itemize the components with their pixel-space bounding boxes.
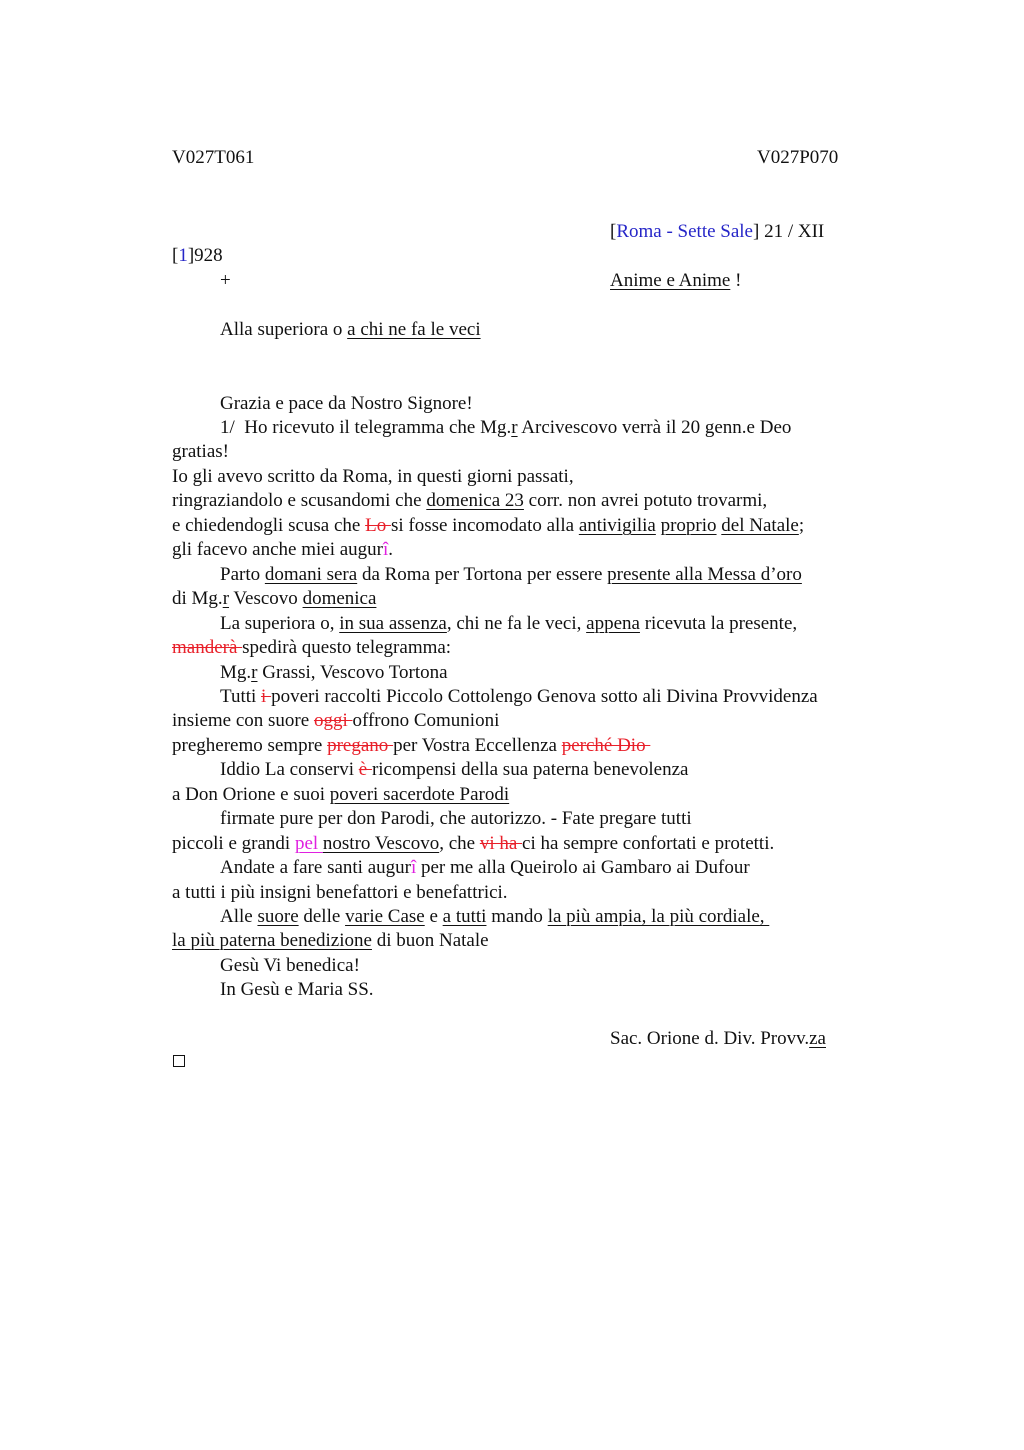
body-line-11 — [220, 661, 448, 685]
underlined-text: r — [251, 662, 258, 683]
body-line-3: Io gli avevo scritto da Roma, in questi giorni passati, — [172, 466, 574, 487]
body-line-23: Gesù Vi benedica! — [220, 955, 360, 976]
year-rest: ]928 — [187, 245, 223, 266]
text: piccoli e grandi — [172, 833, 295, 854]
address-line — [220, 318, 481, 342]
cross-symbol: + — [220, 270, 231, 291]
added-text: pel — [294, 833, 323, 854]
text: ricompensi della sua paterna benevolenza — [371, 759, 689, 780]
underlined-text: za — [809, 1028, 826, 1049]
text: poveri raccolti Piccolo Cottolengo Genova sotto ali Divina Provvidenza — [271, 686, 818, 707]
underlined-text: a tutti — [442, 906, 487, 927]
underlined-text: r — [511, 417, 518, 438]
year-digit: 1 — [178, 245, 188, 266]
underlined-text: suore — [257, 906, 299, 927]
text: ricevuta la presente, — [639, 613, 798, 634]
bracket: [ — [610, 221, 617, 242]
end-box-icon — [173, 1055, 185, 1067]
body-line-12 — [220, 685, 818, 709]
greeting: Grazia e pace da Nostro Signore! — [220, 393, 473, 414]
deleted-text: i — [261, 686, 272, 707]
signature — [610, 1027, 826, 1051]
text: di buon Natale — [371, 930, 489, 951]
underlined-text: domani sera — [264, 564, 358, 585]
underlined-text: a chi ne fa le veci — [347, 319, 481, 340]
body-line-2: gratias! — [172, 441, 229, 462]
underlined-text: domenica 23 — [426, 490, 524, 511]
deleted-text: perché Dio — [561, 735, 651, 756]
text: mando — [486, 906, 548, 927]
deleted-text: pregano — [327, 735, 394, 756]
added-text: î — [383, 539, 389, 560]
text: La superiora o, — [220, 613, 340, 634]
underlined-text: proprio — [660, 515, 717, 536]
text: gli facevo anche miei augur — [172, 539, 384, 560]
underlined-text: presente alla Messa d’oro — [607, 564, 802, 585]
document-code-left: V027T061 — [172, 147, 255, 168]
motto — [610, 269, 741, 293]
deleted-text: vi ha — [479, 833, 523, 854]
body-line-16 — [172, 783, 509, 807]
text: Andate a fare santi augur — [220, 857, 411, 878]
body-line-4 — [172, 489, 767, 513]
text: ringraziandolo e scusandomi che — [172, 490, 427, 511]
text: per me alla Queirolo ai Gambaro ai Dufour — [416, 857, 750, 878]
text: si fosse incomodato alla — [390, 515, 579, 536]
text: ci ha sempre confortati e protetti. — [522, 833, 775, 854]
deleted-text: manderà — [172, 637, 243, 658]
body-line-17: firmate pure per don Parodi, che autorizzo. - Fate pregare tutti — [220, 808, 692, 829]
text: di Mg. — [172, 588, 223, 609]
motto-text: Anime e Anime — [610, 270, 731, 291]
underlined-text: nostro Vescovo — [322, 833, 440, 854]
text: insieme con suore — [172, 710, 314, 731]
text: e — [424, 906, 443, 927]
text: 1/ Ho ricevuto il telegramma che Mg. — [220, 417, 512, 438]
text: corr. non avrei potuto trovarmi, — [523, 490, 768, 511]
body-line-10 — [172, 636, 451, 660]
underlined-text: poveri sacerdote Parodi — [329, 784, 510, 805]
underlined-text: la più ampia, la più cordiale, — [547, 906, 770, 927]
body-line-14 — [172, 734, 650, 758]
text: ; — [798, 515, 805, 536]
text: Tutti — [220, 686, 262, 707]
deleted-text: Lo — [365, 515, 391, 536]
text: Parto — [220, 564, 265, 585]
text: Arcivescovo verrà il 20 genn.e Deo — [517, 417, 792, 438]
added-text: î — [410, 857, 417, 878]
date: ] 21 / XII — [753, 221, 825, 242]
body-line-13 — [172, 709, 499, 733]
underlined-text: in sua assenza — [339, 613, 447, 634]
body-line-15 — [220, 758, 688, 782]
text: da Roma per Tortona per essere — [357, 564, 608, 585]
body-line-7 — [220, 563, 802, 587]
body-line-22 — [172, 929, 489, 953]
body-line-5 — [172, 514, 804, 538]
underlined-text: la più paterna benedizione — [172, 930, 372, 951]
place-name: Roma - Sette Sale — [616, 221, 753, 242]
text: offrono Comunioni — [352, 710, 500, 731]
underlined-text: varie Case — [345, 906, 425, 927]
body-line-21 — [220, 905, 769, 929]
underlined-text: appena — [586, 613, 640, 634]
body-line-8 — [172, 587, 376, 611]
text: Grassi, Vescovo Tortona — [257, 662, 448, 683]
year-line — [172, 244, 223, 268]
body-line-1 — [220, 416, 791, 440]
bracket: [ — [172, 245, 179, 266]
motto-mark: ! — [730, 270, 742, 291]
body-line-18 — [172, 832, 774, 856]
text: Alla superiora o — [220, 319, 348, 340]
document-code-right: V027P070 — [757, 147, 839, 168]
text: Alle — [220, 906, 258, 927]
place-date-line — [610, 220, 824, 244]
text: spedirà questo telegramma: — [242, 637, 452, 658]
text: Vescovo — [229, 588, 303, 609]
underlined-text: del Natale — [721, 515, 799, 536]
body-line-9 — [220, 612, 797, 636]
body-line-24: In Gesù e Maria SS. — [220, 979, 374, 1000]
text: . — [388, 539, 394, 560]
text: per Vostra Eccellenza — [393, 735, 562, 756]
body-line-19 — [220, 856, 750, 880]
body-line-20: a tutti i più insigni benefattori e benefattrici. — [172, 882, 508, 903]
text: Sac. Orione d. Div. Provv. — [610, 1028, 810, 1049]
text: Iddio La conservi — [220, 759, 359, 780]
text: e chiedendogli scusa che — [172, 515, 366, 536]
text: , che — [439, 833, 480, 854]
underlined-text: domenica — [302, 588, 377, 609]
underlined-text: r — [222, 588, 230, 609]
deleted-text: è — [358, 759, 372, 780]
underlined-text: antivigilia — [578, 515, 656, 536]
text: a Don Orione e suoi — [172, 784, 330, 805]
body-line-6 — [172, 538, 393, 562]
text: delle — [298, 906, 346, 927]
text: pregheremo sempre — [172, 735, 328, 756]
text: , chi ne fa le veci, — [446, 613, 587, 634]
deleted-text: oggi — [313, 710, 353, 731]
text: Mg. — [220, 662, 252, 683]
